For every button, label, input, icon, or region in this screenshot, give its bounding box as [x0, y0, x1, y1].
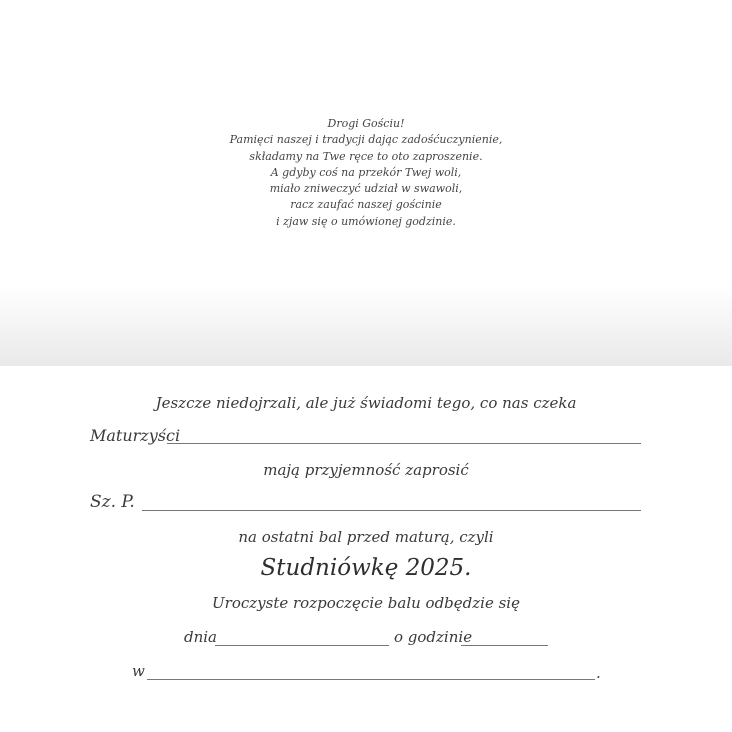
date-label: dnia: [184, 628, 218, 646]
graduates-fill-line[interactable]: [167, 443, 641, 444]
opening-text: Uroczyste rozpoczęcie balu odbędzie się: [212, 594, 520, 612]
poem-line: racz zaufać naszej gościnie: [290, 198, 442, 212]
place-period: .: [596, 664, 601, 682]
place-fill-line[interactable]: [147, 679, 595, 680]
poem: [0, 116, 732, 230]
guest-fill-line[interactable]: [142, 510, 641, 511]
poem-line: miało zniweczyć udział w swawoli,: [269, 182, 463, 196]
intro-text: Jeszcze niedojrzali, ale już świadomi tego, co nas czeka: [155, 394, 577, 412]
poem-greeting: Drogi Gościu!: [327, 117, 405, 130]
time-label: o godzinie: [394, 628, 473, 646]
ball-text: na ostatni bal przed maturą, czyli: [238, 528, 494, 546]
poem-line: Pamięci naszej i tradycji dając zadośćuczynienie,: [229, 133, 503, 147]
event-title: Studniówkę 2025.: [260, 555, 472, 581]
place-label: w: [132, 662, 145, 680]
graduates-label: Maturzyści: [90, 426, 181, 445]
guest-label: Sz. P.: [90, 492, 135, 512]
poem-line: A gdyby coś na przekór Twej woli,: [270, 165, 462, 179]
honor-text: mają przyjemność zaprosić: [263, 461, 469, 479]
date-fill-line[interactable]: [215, 645, 389, 646]
time-fill-line[interactable]: [461, 645, 548, 646]
poem-line: składamy na Twe ręce to oto zaproszenie.: [249, 149, 483, 163]
poem-line: i zjaw się o umówionej godzinie.: [276, 214, 456, 228]
